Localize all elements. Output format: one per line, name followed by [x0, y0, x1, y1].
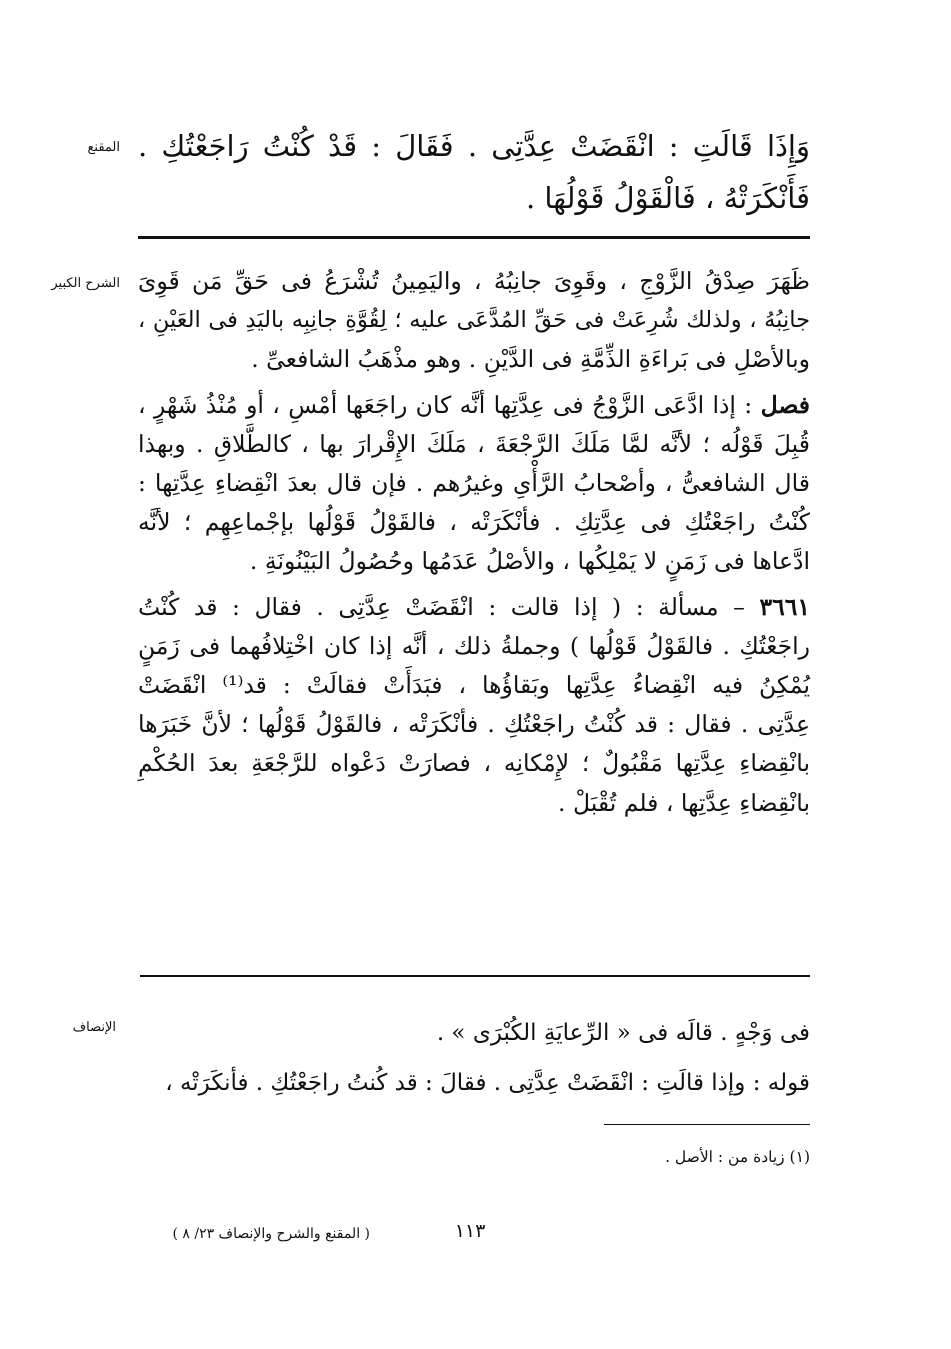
fasl-line-5: ادَّعاها فى زَمَنٍ لا يَمْلِكُها ، والأصْلُ عَدَمُها وحُصُولُ البَيْنُونَةِ . — [249, 547, 810, 576]
masala-number: ٣٦٦١ — [759, 592, 810, 621]
volume-reference: ( المقنع والشرح والإنصاف ٢٣/ ٨ ) — [172, 1226, 370, 1242]
fasl-line-1 — [138, 386, 810, 425]
sharh-line-1: ظَهَرَ صِدْقُ الزَّوْجِ ، وقَوِىَ جانِبُهُ ، واليَمِينُ تُشْرَعُ فى حَقِّ مَن قَوِىَ — [138, 267, 810, 295]
page-number: ١١٣ — [454, 1220, 486, 1242]
fasl-line-2: قُبِلَ قَوْلُه ؛ لأنَّه لمَّا مَلَكَ الرَّجْعَةَ ، مَلَكَ الإِقْرارَ بها ، كالطَّلاقِ . وبهذا — [138, 429, 810, 458]
section-divider-top — [138, 236, 810, 239]
masala-line-2: راجَعْتُكِ . فالقَوْلُ قَوْلُها ) وجملةُ ذلك ، أنَّه إذا كان اخْتِلافُهما فى زَمَنٍ — [138, 631, 810, 660]
masala-line-6: بانْقِضاءِ عِدَّتِها ، فلم تُقْبَلْ . — [558, 788, 810, 817]
section-label-insaf: الإنصاف — [72, 1020, 116, 1035]
fasl-line-1-text: : إذا ادَّعَى الزَّوْجُ فى عِدَّتِها أنَّه كان راجَعَها أمْسِ ، أو مُنْذُ شَهْرٍ ، — [138, 390, 753, 419]
sharh-text — [138, 262, 810, 823]
muqni-line-1: وَإِذَا قَالَتِ : انْقَضَتْ عِدَّتِى . فَقَالَ : قَدْ كُنْتُ رَاجَعْتُكِ . — [138, 129, 810, 163]
sharh-line-2: جانِبُهُ ، ولذلك شُرِعَتْ فى حَقِّ المُدَّعَى عليه ؛ لِقُوَّةِ جانِبِه باليَدِ فى العَيْنِ ، — [138, 307, 810, 334]
fasl-line-4: كُنْتُ راجَعْتُكِ فى عِدَّتِكِ . فأنْكَرَتْه ، فالقَوْلُ قَوْلُها بإجْماعِهِم ؛ لأنَّه — [138, 508, 810, 537]
sharh-line-3: وبالأصْلِ فى بَراءَةِ الذِّمَّةِ فى الدَّيْنِ . وهو مذْهَبُ الشافعىِّ . — [251, 345, 810, 374]
insaf-line-2: قوله : وإذا قالَتِ : انْقَضَتْ عِدَّتِى . فقالَ : قد كُنتُ راجَعْتُكِ . فأنكَرَتْه ، — [165, 1070, 810, 1096]
muqni-text — [138, 120, 810, 224]
masala-line-5: بانْقِضاءِ عِدَّتِها مَقْبُولٌ ؛ لإِمْكانِه ، فصارَتْ دَعْواه للرَّجْعَةِ بعدَ الحُكْمِ — [138, 749, 810, 778]
section-label-sharh: الشرح الكبير — [51, 276, 120, 291]
footnote-divider — [604, 1124, 810, 1125]
masala-line-4: عِدَّتِى . فقال : قد كُنْتُ راجَعْتُكِ . فأنْكَرَتْه ، فالقَوْلُ قَوْلُها ؛ لأنَّ خَبَرَها — [138, 710, 810, 739]
insaf-line-1: فى وَجْهٍ . قالَه فى « الرِّعايَةِ الكُبْرَى » . — [436, 1020, 810, 1046]
masala-line-1 — [138, 588, 810, 627]
insaf-text — [160, 1008, 810, 1108]
section-divider-bottom — [140, 975, 810, 977]
section-label-muqni: المقنع — [87, 140, 120, 155]
masala-line-1-text: – مسألة : ( إذا قالت : انْقَضَتْ عِدَّتِى . فقال : قد كُنْتُ — [138, 592, 745, 621]
fasl-line-3: قال الشافعىُّ ، وأصْحابُ الرَّأْىِ وغيرُهم . فإن قال بعدَ انْقِضاءِ عِدَّتِها : — [138, 469, 810, 498]
footnote: (١) زيادة من : الأصل . — [665, 1148, 810, 1166]
fasl-heading: فصل — [760, 390, 810, 419]
masala-line-3: يُمْكِنُ فيه انْقِضاءُ عِدَّتِها وبَقاؤُها ، فبَدَأَتْ فقالَتْ : قد⁽¹⁾ انْقَضَتْ — [138, 671, 811, 700]
muqni-line-2: فَأَنْكَرَتْهُ ، فَالْقَوْلُ قَوْلُهَا . — [526, 181, 810, 215]
